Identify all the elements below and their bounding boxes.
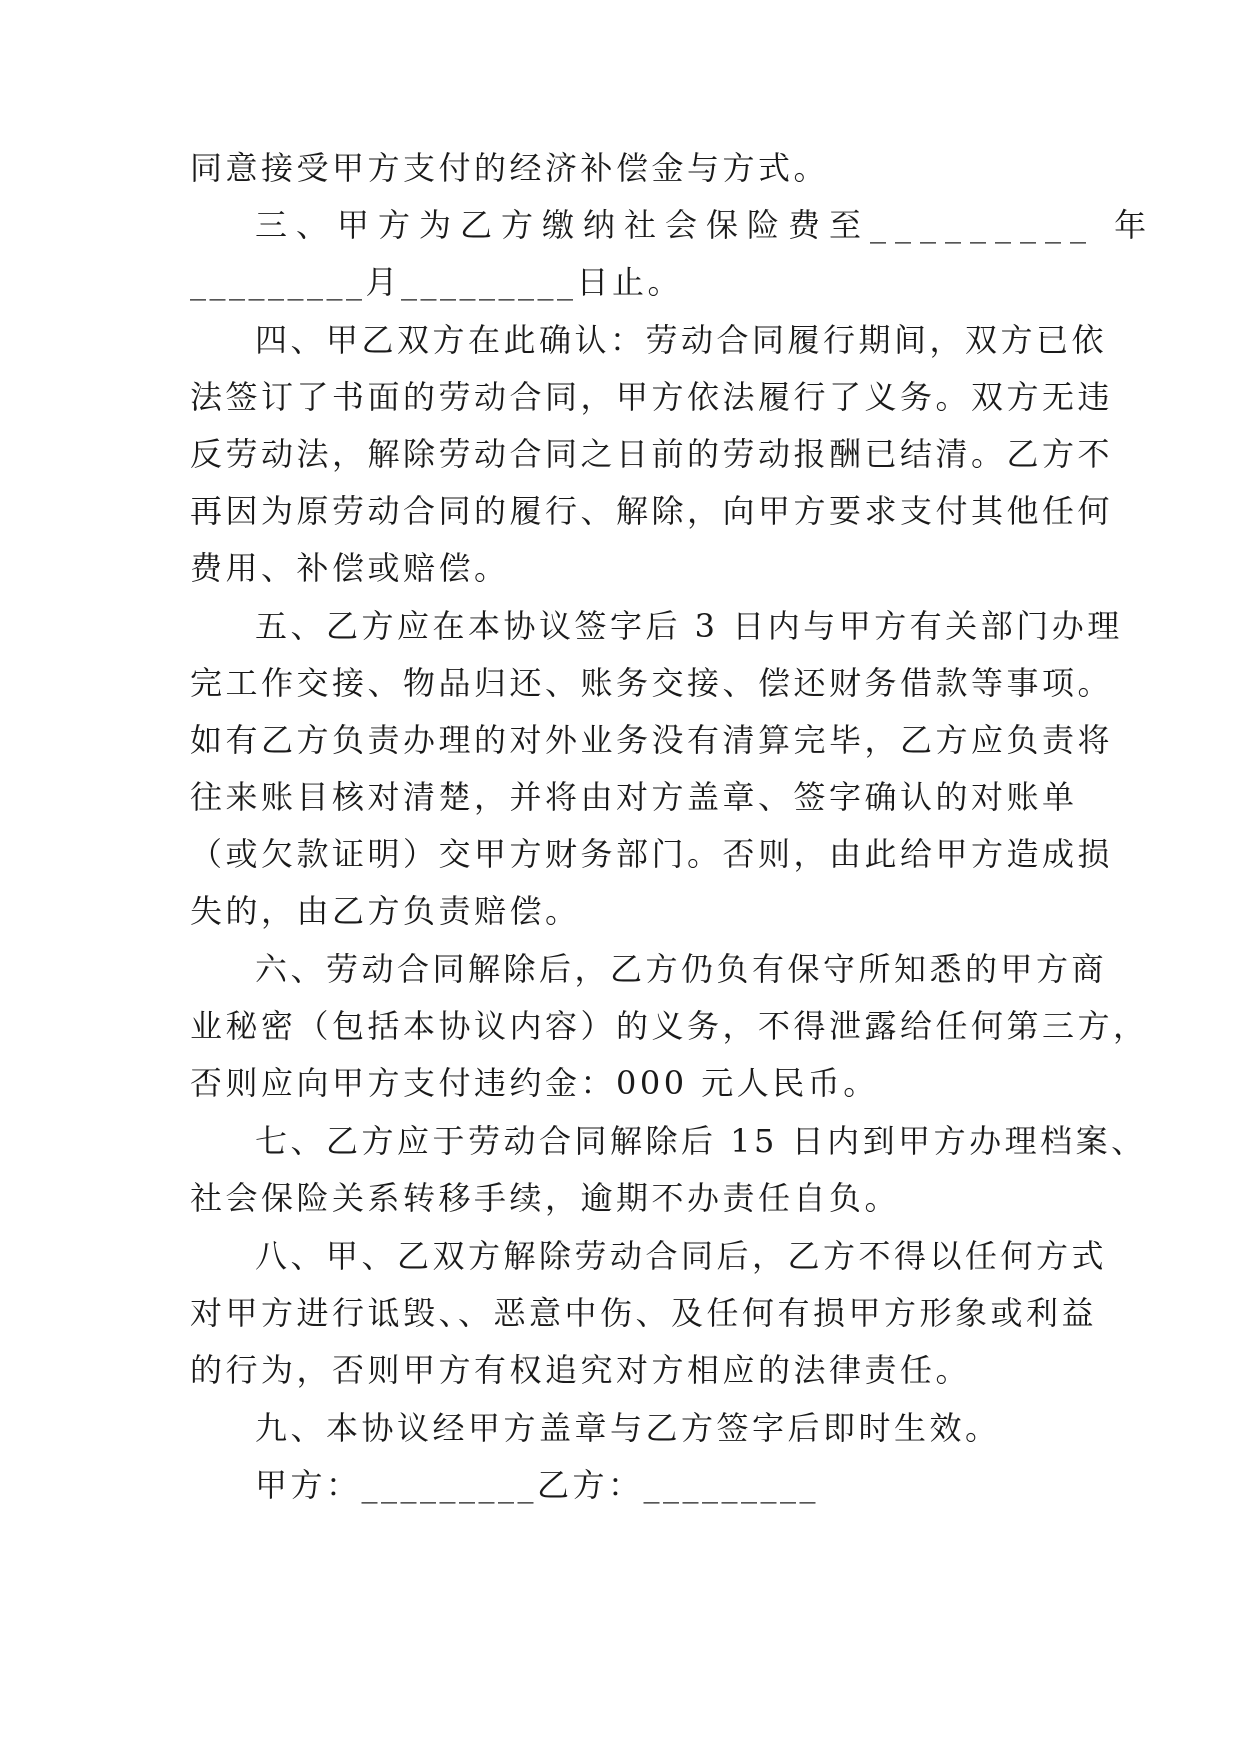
- text-line: 完工作交接、物品归还、账务交接、偿还财务借款等事项。: [190, 664, 1114, 702]
- clause-8-line-1: 八、甲、乙双方解除劳动合同后，乙方不得以任何方式: [255, 1237, 1108, 1275]
- text-line: 同意接受甲方支付的经济补偿金与方式。: [190, 149, 830, 187]
- text-line: 如有乙方负责办理的对外业务没有清算完毕，乙方应负责将: [190, 721, 1114, 759]
- clause-5-line-1: 五、乙方应在本协议签字后 3 日内与甲方有关部门办理: [255, 607, 1123, 645]
- clause-3-line-1: 三、甲方为乙方缴纳社会保险费至_________ 年: [255, 206, 1156, 244]
- text-line: 否则应向甲方支付违约金：000 元人民币。: [190, 1064, 879, 1102]
- text-line: 法签订了书面的劳动合同，甲方依法履行了义务。双方无违: [190, 378, 1114, 416]
- signature-line: 甲方：_________乙方：_________: [255, 1466, 820, 1504]
- text-line: 费用、补偿或赔偿。: [190, 549, 510, 587]
- text-line: 业秘密（包括本协议内容）的义务，不得泄露给任何第三方，: [190, 1007, 1149, 1045]
- text-line: 社会保险关系转移手续，逾期不办责任自负。: [190, 1179, 901, 1217]
- clause-3-line-2: _________月_________日止。: [190, 263, 684, 301]
- text-line: （或欠款证明）交甲方财务部门。否则，由此给甲方造成损: [190, 835, 1114, 873]
- text-line: 往来账目核对清楚，并将由对方盖章、签字确认的对账单: [190, 778, 1078, 816]
- clause-6-line-1: 六、劳动合同解除后，乙方仍负有保守所知悉的甲方商: [255, 950, 1108, 988]
- text-line: 的行为，否则甲方有权追究对方相应的法律责任。: [190, 1351, 972, 1389]
- text-line: 再因为原劳动合同的履行、解除，向甲方要求支付其他任何: [190, 492, 1114, 530]
- clause-4-line-1: 四、甲乙双方在此确认：劳动合同履行期间，双方已依: [255, 321, 1108, 359]
- clause-9-line: 九、本协议经甲方盖章与乙方签字后即时生效。: [255, 1409, 1001, 1447]
- text-line: 反劳动法，解除劳动合同之日前的劳动报酬已结清。乙方不: [190, 435, 1114, 473]
- clause-7-line-1: 七、乙方应于劳动合同解除后 15 日内到甲方办理档案、: [255, 1122, 1147, 1160]
- text-line: 对甲方进行诋毁、、恶意中伤、及任何有损甲方形象或利益: [190, 1294, 1098, 1332]
- text-line: 失的，由乙方负责赔偿。: [190, 892, 581, 930]
